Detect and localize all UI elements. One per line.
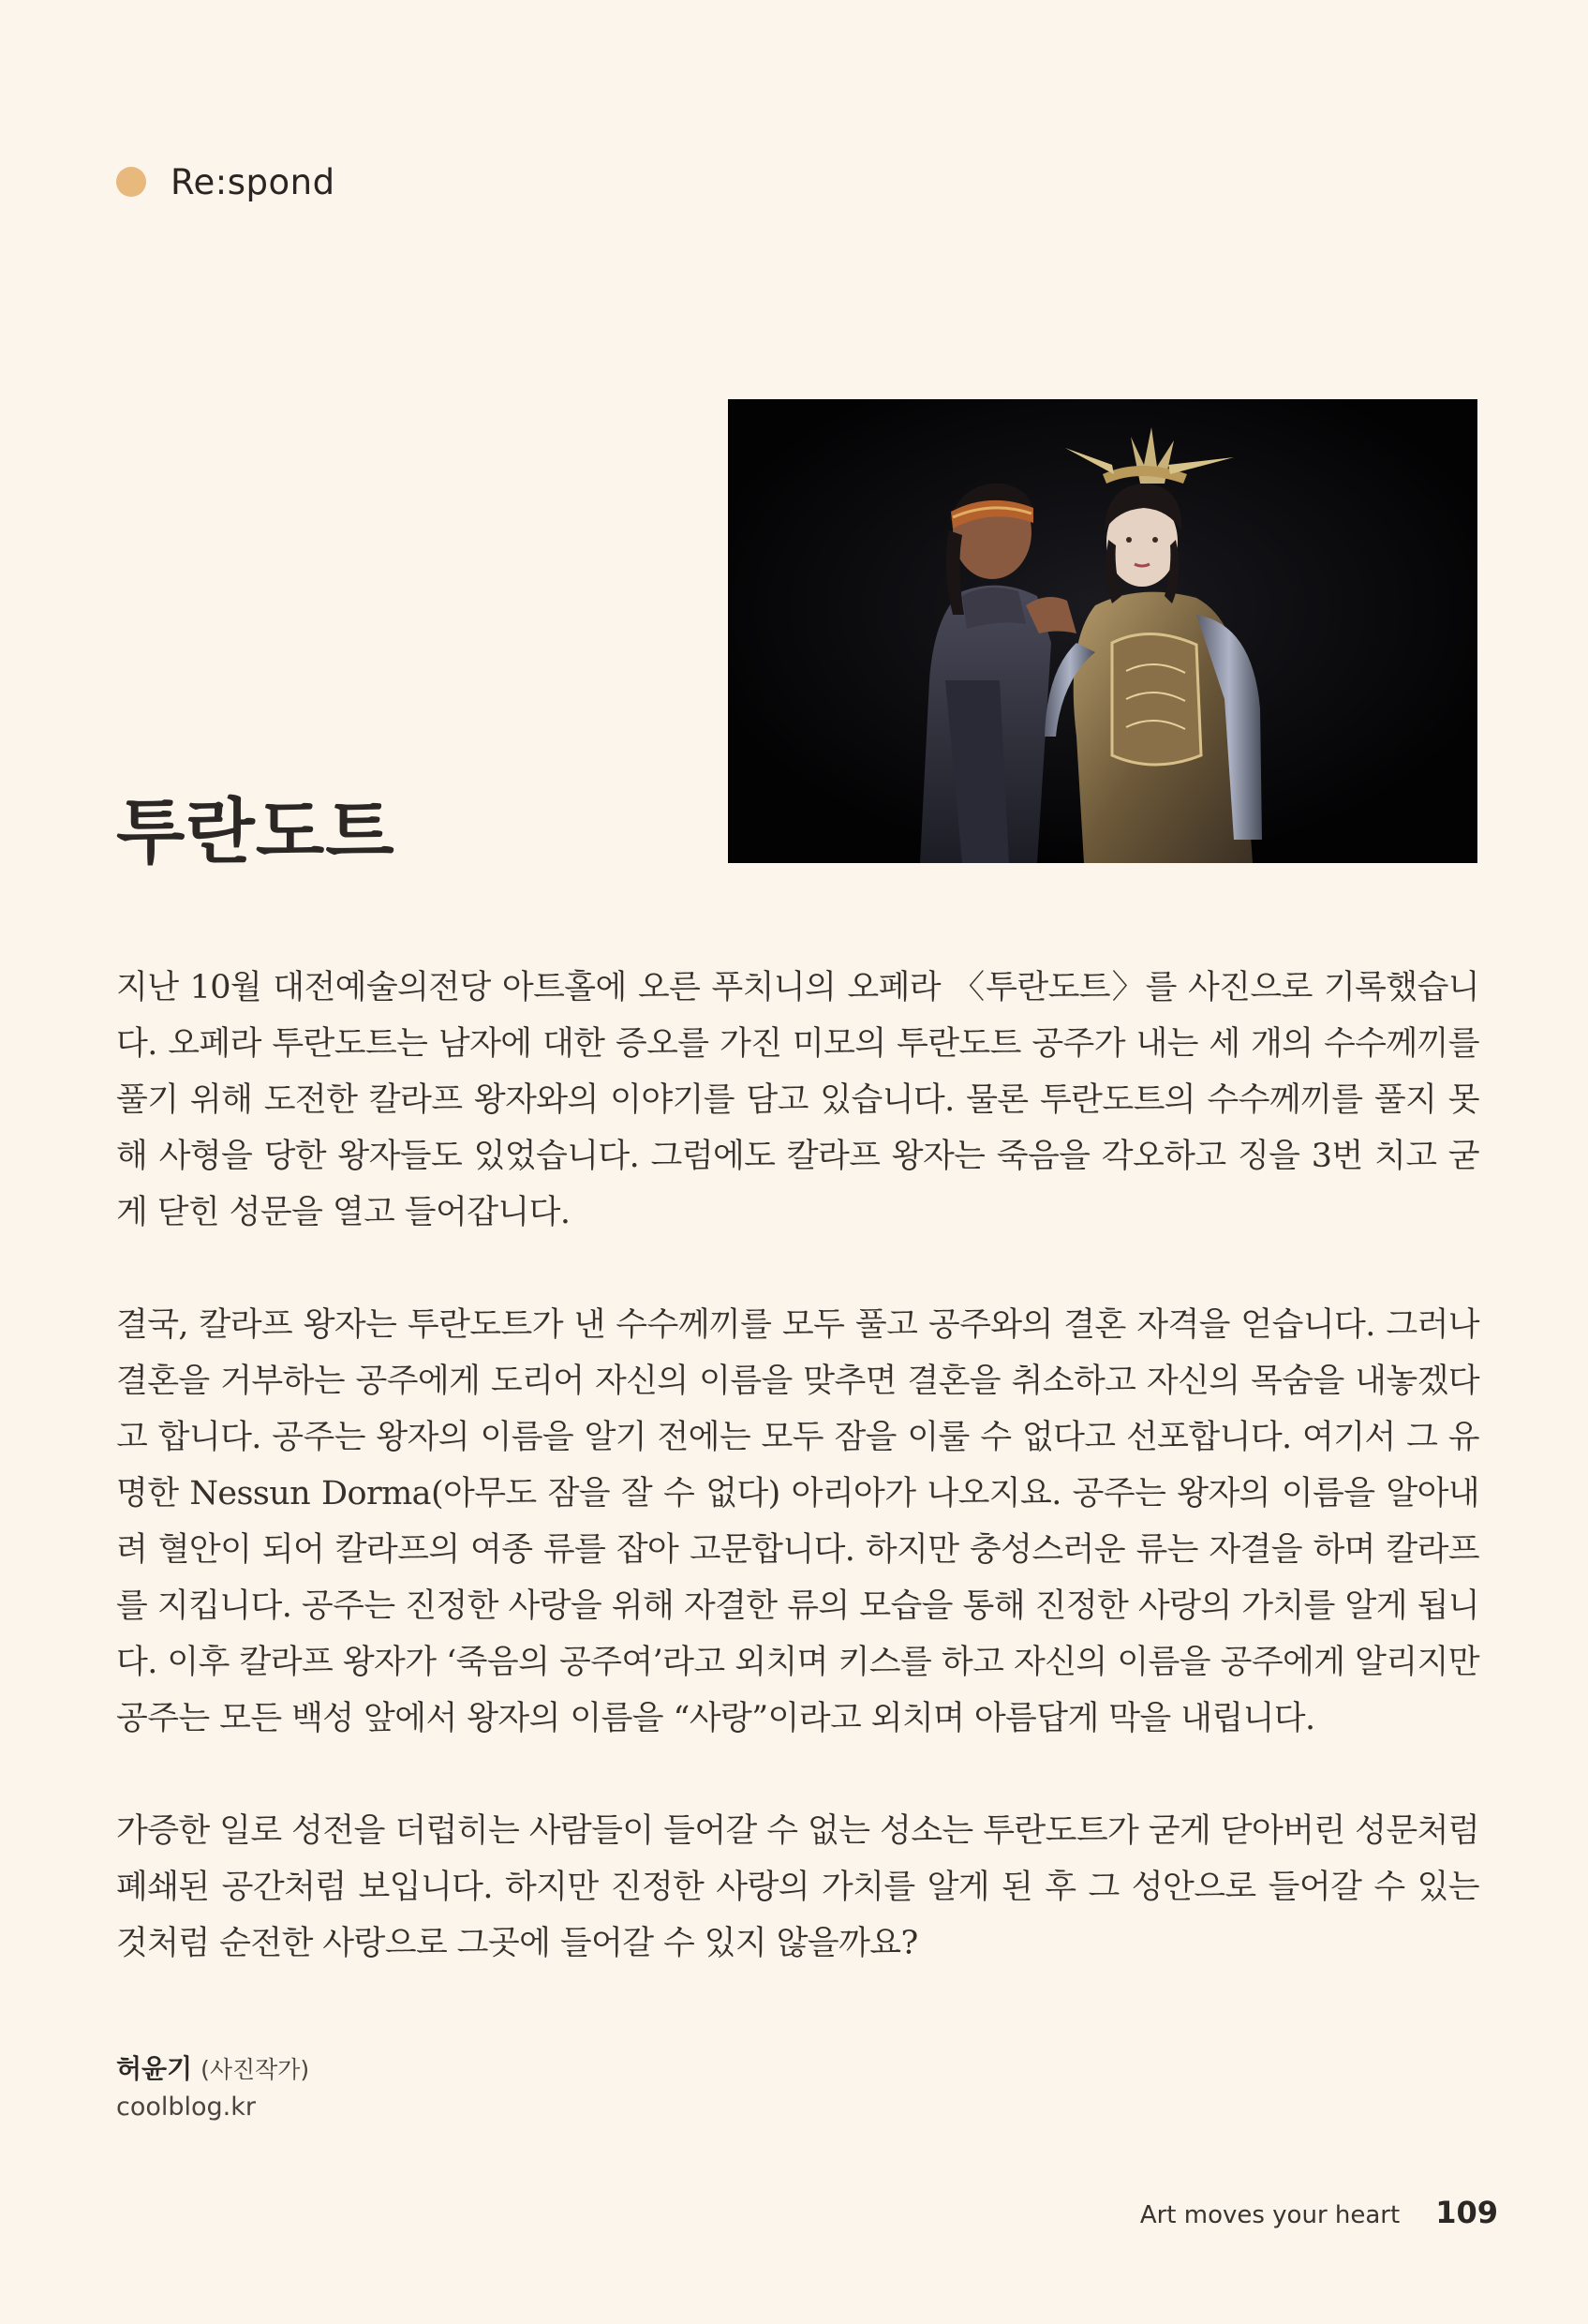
author-role: (사진작가) bbox=[200, 2056, 310, 2083]
author-credit bbox=[116, 2050, 309, 2126]
page-footer bbox=[1140, 2195, 1498, 2230]
page-number: 109 bbox=[1435, 2195, 1498, 2230]
section-dot-icon bbox=[116, 167, 146, 197]
paragraph: 지난 10월 대전예술의전당 아트홀에 오른 푸치니의 오페라 〈투란도트〉를 사진으로 기록했습니다. 오페라 투란도트는 남자에 대한 증오를 가진 미모의 투란도트 공주가 내는 세 개의 수수께끼를 풀기 위해 도전한 칼라프 왕자와의 이야기를 담고 있습니다. 물론 투란도트의 수수께끼를 풀지 못해 사형을 당한 왕자들도 있었습니다. 그럼에도 칼라프 왕자는 죽음을 각오하고 징을 3번 치고 굳게 닫힌 성문을 열고 들어갑니다. bbox=[116, 969, 1479, 1231]
section-tag bbox=[116, 159, 335, 204]
section-label: Re:spond bbox=[171, 161, 335, 202]
author-name: 허윤기 bbox=[116, 2053, 193, 2084]
article-body bbox=[116, 960, 1479, 2028]
footer-tagline: Art moves your heart bbox=[1139, 2201, 1401, 2229]
article-title: 투란도트 bbox=[116, 790, 395, 873]
opera-stage-photo-icon bbox=[728, 399, 1477, 863]
paragraph: 가증한 일로 성전을 더럽히는 사람들이 들어갈 수 없는 성소는 투란도트가 굳게 닫아버린 성문처럼 폐쇄된 공간처럼 보입니다. 하지만 진정한 사랑의 가치를 알게 된 후 그 성안으로 들어갈 수 있는 것처럼 순전한 사랑으로 그곳에 들어갈 수 있지 않을까요? bbox=[116, 1812, 1479, 1962]
author-url[interactable]: coolblog.kr bbox=[116, 2093, 257, 2122]
opera-photo bbox=[728, 399, 1477, 863]
author-line bbox=[116, 2050, 309, 2089]
paragraph: 결국, 칼라프 왕자는 투란도트가 낸 수수께끼를 모두 풀고 공주와의 결혼 자격을 얻습니다. 그러나 결혼을 거부하는 공주에게 도리어 자신의 이름을 맞추면 결혼을 취소하고 자신의 목숨을 내놓겠다고 합니다. 공주는 왕자의 이름을 알기 전에는 모두 잠을 이룰 수 없다고 선포합니다. 여기서 그 유명한 Nessun Dorma(아무도 잠을 잘 수 없다) 아리아가 나오지요. 공주는 왕자의 이름을 알아내려 혈안이 되어 칼라프의 여종 류를 잡아 고문합니다. 하지만 충성스러운 류는 자결을 하며 칼라프를 지킵니다. 공주는 진정한 사랑을 위해 자결한 류의 모습을 통해 진정한 사랑의 가치를 알게 됩니다. 이후 칼라프 왕자가 ‘죽음의 공주여’라고 외치며 키스를 하고 자신의 이름을 공주에게 알리지만 공주는 모든 백성 앞에서 왕자의 이름을 “사랑”이라고 외치며 아름답게 막을 내립니다. bbox=[116, 1306, 1479, 1737]
